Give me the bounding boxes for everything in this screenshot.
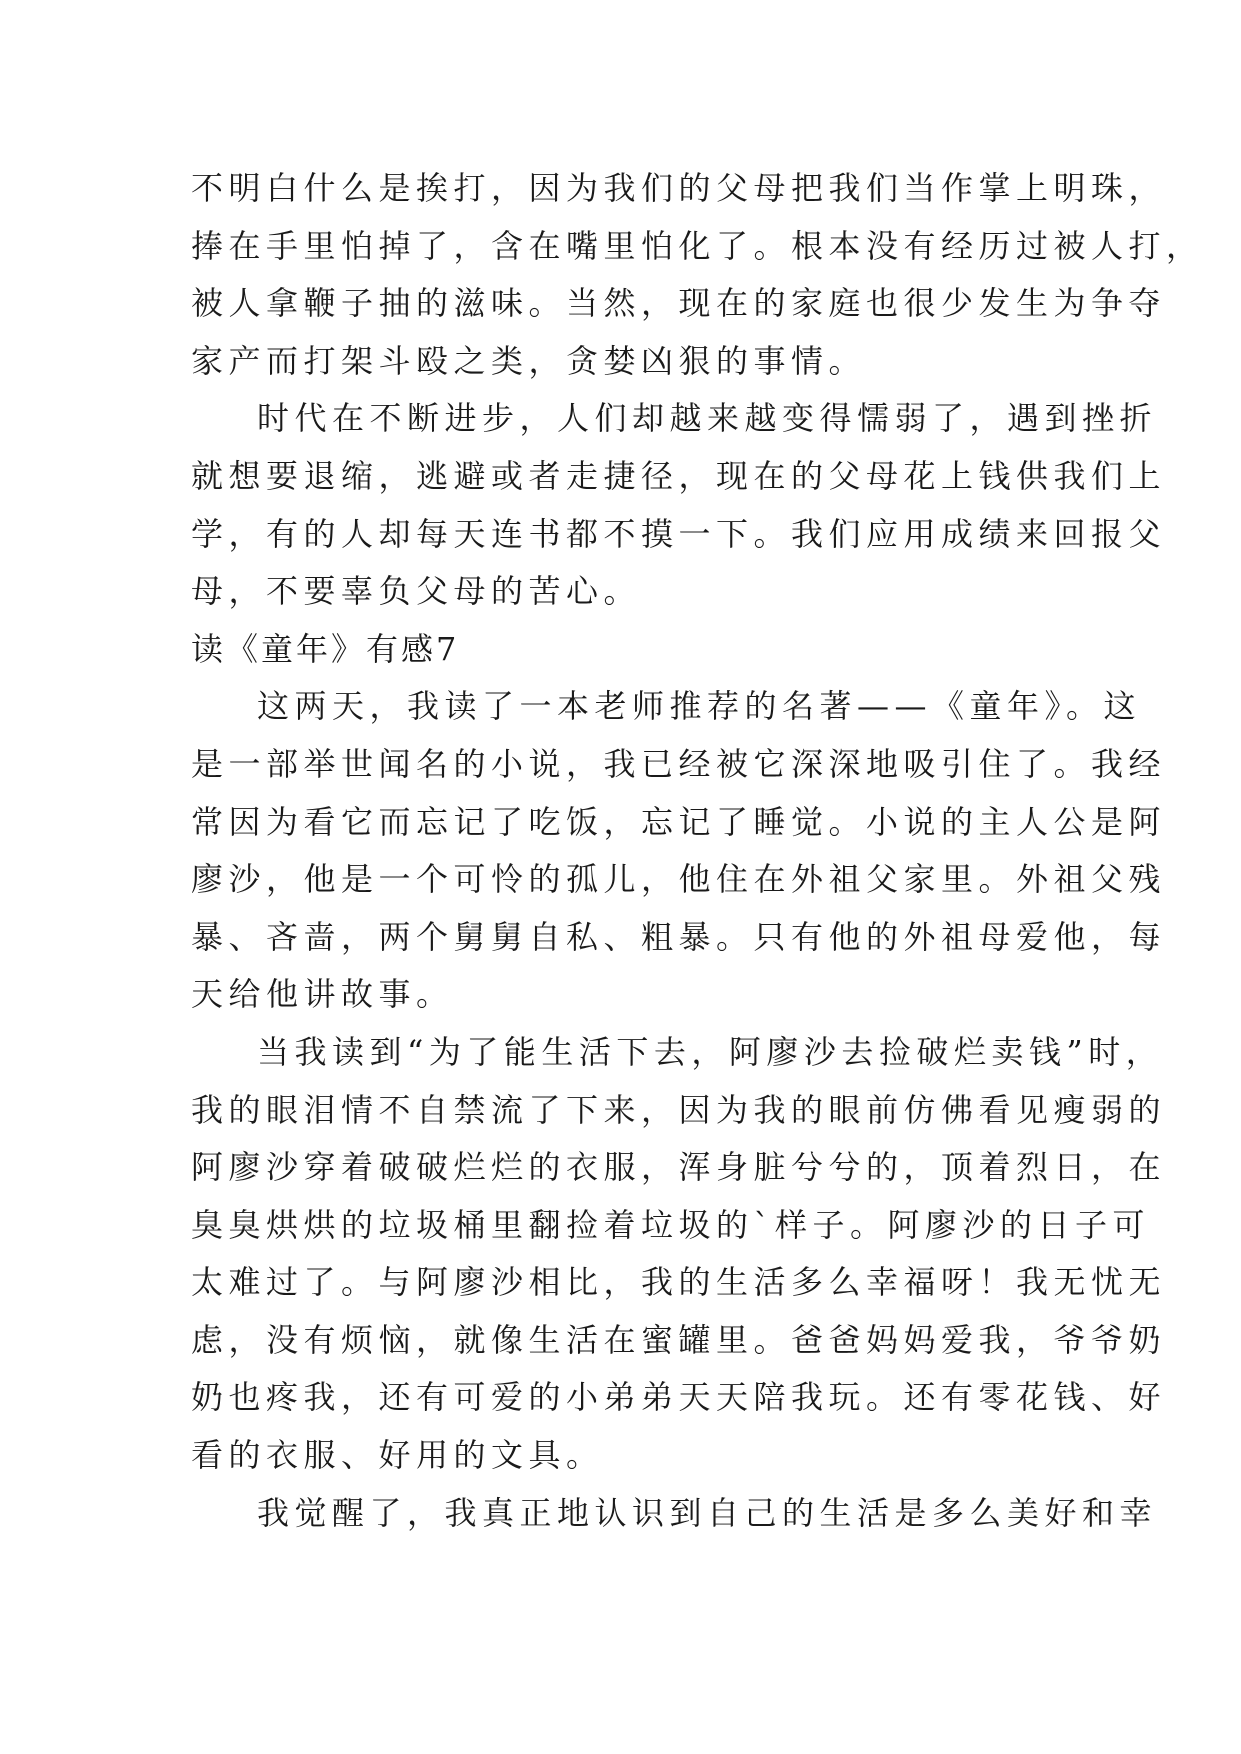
text-line: 家产而打架斗殴之类，贪婪凶狠的事情。 xyxy=(191,341,867,380)
text-line: 看的衣服、好用的文具。 xyxy=(191,1436,604,1475)
article-body xyxy=(191,160,1204,1542)
text-line: 学，有的人却每天连书都不摸一下。我们应用成绩来回报父 xyxy=(191,514,1167,553)
text-line: 是一部举世闻名的小说，我已经被它深深地吸引住了。我经 xyxy=(191,744,1167,783)
paragraph-start-line: 当我读到“为了能生活下去，阿廖沙去捡破烂卖钱”时， xyxy=(257,1032,1164,1071)
paragraph-start-line: 时代在不断进步，人们却越来越变得懦弱了，遇到挫折 xyxy=(257,399,1158,438)
text-line: 我的眼泪情不自禁流了下来，因为我的眼前仿佛看见瘦弱的 xyxy=(191,1090,1167,1129)
text-line: 常因为看它而忘记了吃饭，忘记了睡觉。小说的主人公是阿 xyxy=(191,802,1167,841)
text-line: 虑，没有烦恼，就像生活在蜜罐里。爸爸妈妈爱我，爷爷奶 xyxy=(191,1320,1167,1359)
text-line: 暴、吝啬，两个舅舅自私、粗暴。只有他的外祖母爱他，每 xyxy=(191,917,1167,956)
text-line: 太难过了。与阿廖沙相比，我的生活多么幸福呀！我无忧无 xyxy=(191,1263,1167,1302)
paragraph-start-line: 我觉醒了，我真正地认识到自己的生活是多么美好和幸 xyxy=(257,1493,1158,1532)
section-heading: 读《童年》有感7 xyxy=(191,629,460,668)
text-line: 阿廖沙穿着破破烂烂的衣服，浑身脏兮兮的，顶着烈日，在 xyxy=(191,1148,1167,1187)
paragraph-start-line: 这两天，我读了一本老师推荐的名著——《童年》。这 xyxy=(257,687,1142,726)
text-line: 捧在手里怕掉了，含在嘴里怕化了。根本没有经历过被人打， xyxy=(191,226,1204,265)
text-line: 奶也疼我，还有可爱的小弟弟天天陪我玩。还有零花钱、好 xyxy=(191,1378,1167,1417)
text-line: 臭臭烘烘的垃圾桶里翻捡着垃圾的`样子。阿廖沙的日子可 xyxy=(191,1205,1151,1244)
text-line: 母，不要辜负父母的苦心。 xyxy=(191,572,642,611)
text-line: 不明白什么是挨打，因为我们的父母把我们当作掌上明珠， xyxy=(191,169,1167,207)
text-line: 廖沙，他是一个可怜的孤儿，他住在外祖父家里。外祖父残 xyxy=(191,860,1167,899)
text-line: 被人拿鞭子抽的滋味。当然，现在的家庭也很少发生为争夺 xyxy=(191,284,1167,323)
text-line: 就想要退缩，逃避或者走捷径，现在的父母花上钱供我们上 xyxy=(191,456,1167,495)
text-line: 天给他讲故事。 xyxy=(191,975,454,1014)
